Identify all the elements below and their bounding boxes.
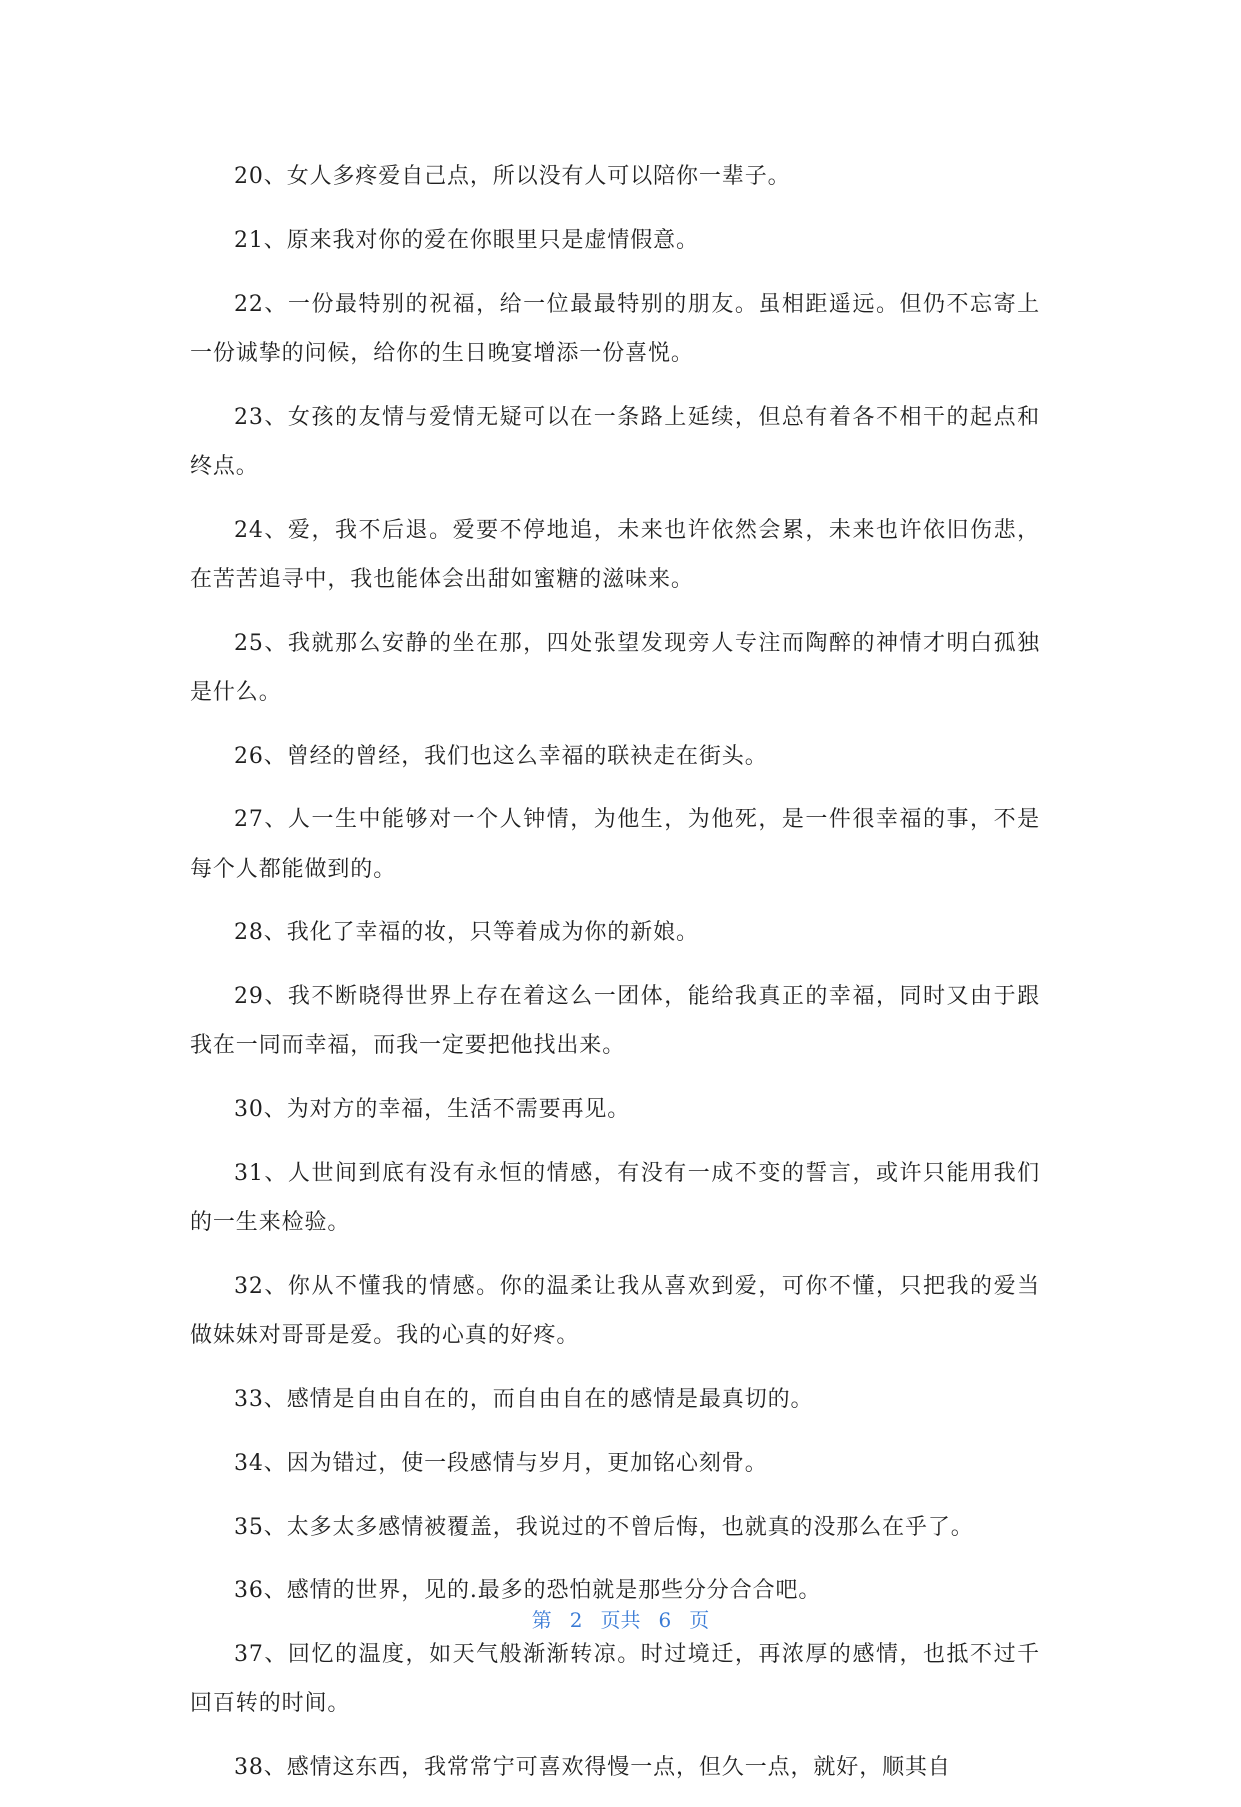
paragraph-32: 32、你从不懂我的情感。你的温柔让我从喜欢到爱，可你不懂，只把我的爱当做妹妹对哥哥是爱。我的心真的好疼。 <box>190 1273 1040 1349</box>
footer-current-page: 2 <box>569 1608 583 1632</box>
paragraph-29: 29、我不断晓得世界上存在着这么一团体，能给我真正的幸福，同时又由于跟我在一同而幸福，而我一定要把他找出来。 <box>190 984 1040 1059</box>
paragraph-25: 25、我就那么安静的坐在那，四处张望发现旁人专注而陶醉的神情才明白孤独是什么。 <box>190 630 1040 705</box>
paragraph-38: 38、感情这东西，我常常宁可喜欢得慢一点，但久一点，就好，顺其自 <box>234 1755 951 1781</box>
footer-middle: 页共 <box>600 1608 641 1632</box>
paragraph-24: 24、爱，我不后退。爱要不停地追，未来也许依然会累，未来也许依旧伤悲，在苦苦追寻中，我也能体会出甜如蜜糖的滋味来。 <box>190 517 1040 592</box>
paragraph-34: 34、因为错过，使一段感情与岁月，更加铭心刻骨。 <box>234 1450 768 1476</box>
paragraph-28: 28、我化了幸福的妆，只等着成为你的新娘。 <box>234 920 699 946</box>
paragraph-36: 36、感情的世界，见的.最多的恐怕就是那些分分合合吧。 <box>234 1578 822 1604</box>
paragraph-26: 26、曾经的曾经，我们也这么幸福的联袂走在街头。 <box>234 743 768 769</box>
footer-total-pages: 6 <box>658 1608 672 1632</box>
paragraph-23: 23、女孩的友情与爱情无疑可以在一条路上延续，但总有着各不相干的起点和终点。 <box>190 404 1040 479</box>
paragraph-20: 20、女人多疼爱自己点，所以没有人可以陪你一辈子。 <box>234 164 791 189</box>
paragraph-27: 27、人一生中能够对一个人钟情，为他生，为他死，是一件很幸福的事，不是每个人都能做到的。 <box>190 807 1040 882</box>
paragraph-21: 21、原来我对你的爱在你眼里只是虚情假意。 <box>234 227 699 253</box>
footer-suffix: 页 <box>689 1608 710 1632</box>
paragraph-37: 37、回忆的温度，如天气般渐渐转凉。时过境迁，再浓厚的感情，也抵不过千回百转的时间。 <box>190 1642 1040 1717</box>
paragraph-30: 30、为对方的幸福，生活不需要再见。 <box>234 1097 631 1123</box>
paragraph-35: 35、太多太多感情被覆盖，我说过的不曾后悔，也就真的没那么在乎了。 <box>234 1514 974 1540</box>
page-number-footer <box>0 1604 1241 1633</box>
paragraph-33: 33、感情是自由自在的，而自由自在的感情是最真切的。 <box>234 1386 814 1412</box>
document-body <box>190 152 1040 1807</box>
paragraph-22: 22、一份最特别的祝福，给一位最最特别的朋友。虽相距遥远。但仍不忘寄上一份诚挚的问候，给你的生日晚宴增添一份喜悦。 <box>190 291 1040 366</box>
footer-prefix: 第 <box>531 1608 552 1632</box>
paragraph-31: 31、人世间到底有没有永恒的情感，有没有一成不变的誓言，或许只能用我们的一生来检验。 <box>190 1160 1040 1236</box>
